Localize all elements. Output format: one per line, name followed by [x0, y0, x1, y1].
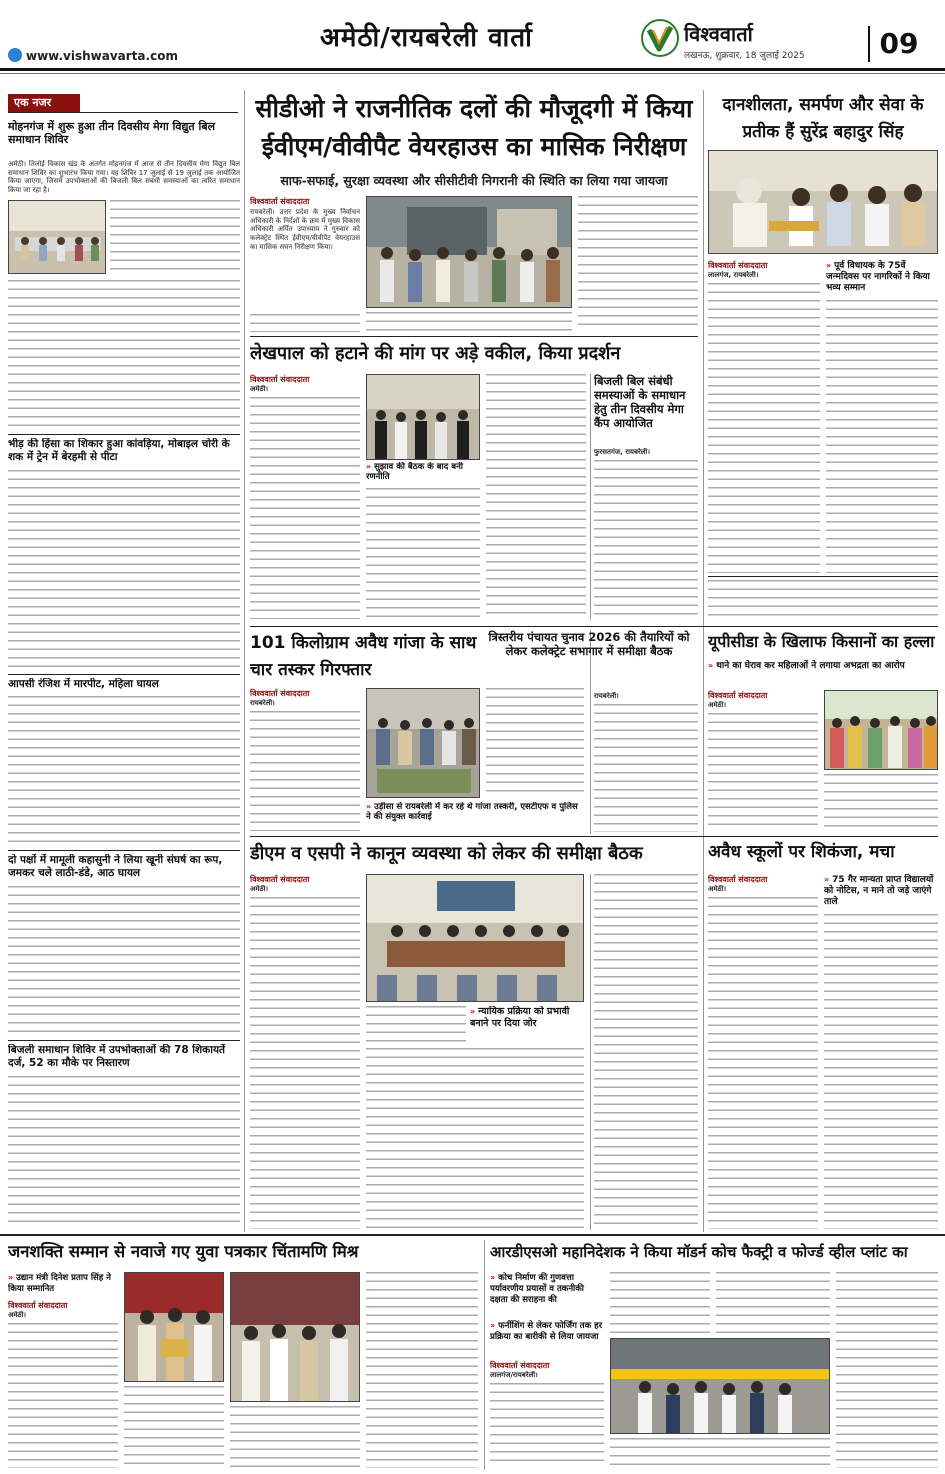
kicker-arrow-icon: » [490, 1321, 496, 1330]
upsida-headline: यूपीसीडा के खिलाफ किसानों का हल्ला [708, 632, 935, 651]
website-url[interactable]: www.vishwavarta.com [26, 49, 178, 63]
lead-text-col2 [366, 312, 572, 332]
lead-byline: विश्ववार्ता संवाददाता [250, 197, 310, 206]
right-top-dateline: लालगंज, रायबरेली। [708, 271, 759, 279]
column-divider [484, 1240, 485, 1470]
column-divider [590, 874, 591, 1230]
lead-headline: सीडीओ ने राजनीतिक दलों की मौजूदगी में किया ईवीएम/वीवीपैट वेयरहाउस का मासिक निरीक्षण [255, 94, 693, 161]
lawyers-photo-caption [366, 462, 480, 484]
ganja-seizure-photo [366, 688, 480, 798]
right-top-kicker-text: पूर्व विधायक के 75वें जन्मदिवस पर नागरिकों ने किया भव्य सम्मान [826, 261, 930, 293]
story-divider [8, 674, 240, 675]
upsida-text-col1 [708, 713, 818, 831]
schools-text-col1 [708, 897, 818, 1229]
kicker-arrow-icon: » [826, 261, 832, 270]
paper-name: विश्ववार्ता [684, 22, 753, 46]
journalist-stage-photo [230, 1272, 360, 1402]
rdso-kicker-text: कोच निर्माण की गुणवत्ता पर्यावरणीय प्रयासों व तकनीकी दक्षता की सराहना की [490, 1273, 584, 1305]
rdso-text-col2 [610, 1272, 710, 1334]
right-top-text-col1 [708, 283, 820, 573]
ek-nazar-story2-text [8, 470, 240, 670]
vishwavarta-logo-icon [640, 18, 680, 58]
billing-camp-photo [8, 200, 106, 274]
rdso-kicker [490, 1272, 604, 1316]
coach-factory-photo [610, 1338, 830, 1434]
lawyers-protest-image [367, 375, 480, 460]
story-divider [8, 434, 240, 435]
dmsp-pull-quote [470, 1006, 584, 1040]
ganja-seizure-image [367, 689, 480, 798]
quote-arrow-icon: » [470, 1007, 476, 1016]
ganja-byline: विश्ववार्ता संवाददाता [250, 689, 310, 698]
lead-dateline-text: रायबरेली। उत्तर प्रदेश के मुख्य निर्वाचन अधिकारी के निर्देशों के क्रम में मुख्य विकास अधिकारी अर्पित उपाध्याय ने गुरुवार को कलेक्ट्रेट स्थित ईवीएम/वीवीपैट वेयरहाउस का मासिक सघन निरीक्षण किया। [250, 208, 360, 251]
ganja-headline: 101 किलोग्राम अवैध गांजा के साथ चार तस्कर गिरफ्तार [250, 633, 477, 680]
bijli-text [594, 460, 698, 619]
ek-nazar-story4-text [8, 886, 240, 1036]
birthday-felicitation-image [709, 151, 938, 254]
ganja-text-col3 [486, 688, 584, 798]
rdso-text-col1 [490, 1383, 604, 1468]
rdso-text-col4 [716, 1272, 830, 1334]
schools-kicker [824, 874, 938, 910]
upsida-kicker [708, 660, 938, 686]
lead-text-col3 [578, 196, 698, 332]
caption-arrow-icon: » [366, 462, 372, 471]
ek-nazar-story1-text-right [110, 200, 240, 276]
masthead [0, 0, 945, 70]
upsida-byline: विश्ववार्ता संवाददाता [708, 691, 768, 700]
dmsp-text-col2a [366, 1006, 466, 1044]
rdso-text-col5 [836, 1272, 938, 1468]
masthead-rule [0, 68, 945, 71]
ek-nazar-story1-headline: मोहनगंज में शुरू हुआ तीन दिवसीय मेगा विद्युत बिल समाधान शिविर [8, 120, 216, 146]
column-divider [590, 374, 591, 620]
lawyers-text-col2 [366, 488, 480, 619]
paper-logo [640, 18, 870, 61]
rdso-byline: विश्ववार्ता संवाददाता [490, 1361, 550, 1370]
kicker-arrow-icon: » [824, 875, 830, 884]
rdso-text-col3 [610, 1438, 830, 1468]
lawyers-photo-caption-text: सुझाव की बैठक के बाद बनी रणनीति [366, 462, 463, 482]
bijli-dateline: फुरसतगंज, रायबरेली। [594, 448, 651, 456]
farmers-protest-photo [824, 690, 938, 770]
journalist-kicker [8, 1272, 118, 1296]
lawyers-byline: विश्ववार्ता संवाददाता [250, 375, 310, 384]
lead-text-col1 [250, 314, 360, 332]
column-divider [244, 90, 245, 1232]
schools-kicker-text: 75 गैर मान्यता प्राप्त विद्यालयों को नोटिस, न माने तो जड़े जाएंगे ताले [824, 875, 934, 907]
journalist-dateline: अमेठी। [8, 1311, 27, 1319]
journalist-award-image [125, 1273, 224, 1382]
rdso-kicker2 [490, 1320, 604, 1356]
section-title: अमेठी/रायबरेली वार्ता [320, 23, 533, 53]
lead-subhead: साफ-सफाई, सुरक्षा व्यवस्था और सीसीटीवी निगरानी की स्थिति का लिया गया जायजा [280, 173, 668, 188]
ek-nazar-story3-text [8, 696, 240, 846]
right-top-kicker [826, 260, 938, 296]
billing-camp-photo-image [9, 201, 106, 274]
ek-nazar-label: एक नजर [14, 96, 52, 109]
lawyers-headline: लेखपाल को हटाने की मांग पर अड़े वकील, किया प्रदर्शन [250, 343, 621, 364]
rdso-kicker2-text: फर्नीशिंग से लेकर फोर्जिंग तक हर प्रक्रिया का बारीकी से लिया जायजा [490, 1321, 603, 1342]
journalist-text-col3 [230, 1406, 360, 1468]
upsida-text-col2 [824, 774, 938, 832]
schools-dateline: अमेठी। [708, 885, 727, 893]
schools-headline: अवैध स्कूलों पर शिकंजा, मचा [708, 842, 895, 862]
ek-nazar-rule [8, 112, 238, 113]
panchayat-text [594, 704, 698, 832]
kicker-arrow-icon: » [8, 1273, 14, 1282]
ek-nazar-story5-text [8, 1076, 240, 1228]
section-divider [250, 626, 938, 627]
story-divider [8, 850, 240, 851]
dmsp-text-col2 [366, 1048, 584, 1229]
bijli-headline: बिजली बिल संबंधी समस्याओं के समाधान हेतु तीन दिवसीय मेगा कैंप आयोजित [594, 374, 686, 430]
journalist-stage-image [231, 1273, 360, 1402]
caption-arrow-icon: » [366, 802, 372, 811]
right-top-text-col2 [826, 300, 938, 573]
paper-dateline: लखनऊ, शुक्रवार, 18 जुलाई 2025 [684, 51, 805, 61]
dmsp-headline: डीएम व एसपी ने कानून व्यवस्था को लेकर की समीक्षा बैठक [250, 843, 643, 864]
farmers-protest-image [825, 691, 938, 770]
panchayat-headline: त्रिस्तरीय पंचायत चुनाव 2026 की तैयारियों को लेकर कलेक्ट्रेट सभागार में समीक्षा बैठक [488, 630, 690, 658]
website-row [8, 48, 178, 63]
masthead-rule-thin [0, 73, 945, 74]
review-meeting-image [367, 875, 584, 1002]
ek-nazar-story1-text [8, 280, 240, 430]
upsida-dateline: अमेठी। [708, 701, 727, 709]
schools-byline: विश्ववार्ता संवाददाता [708, 875, 768, 884]
lawyers-text-col1 [250, 397, 360, 619]
upsida-kicker-text: थाने का घेराव कर महिलाओं ने लगाया अभद्रता का आरोप [716, 661, 905, 671]
schools-text-col2 [824, 914, 938, 1229]
lawyers-dateline: अमेठी। [250, 385, 269, 393]
panchayat-dateline: रायबरेली। [594, 692, 619, 700]
journalist-award-photo [124, 1272, 224, 1382]
ek-nazar-story4-headline: दो पक्षों में मामूली कहासुनी ने लिया खूनी संघर्ष का रूप, जमकर चले लाठी-डंडे, आठ घायल [8, 854, 223, 879]
column-divider [703, 90, 704, 1232]
dmsp-text-col1 [250, 897, 360, 1229]
page-number: 09 [868, 26, 928, 62]
rdso-headline: आरडीएसओ महानिदेशक ने किया मॉडर्न कोच फैक्ट्री व फोर्ज्ड व्हील प्लांट का [490, 1243, 908, 1261]
story-divider [8, 1040, 240, 1041]
dmsp-dateline: अमेठी। [250, 885, 269, 893]
story-divider [250, 336, 698, 337]
birthday-felicitation-photo [708, 150, 938, 254]
story-divider [708, 576, 938, 577]
journalist-text-col1 [8, 1323, 118, 1468]
section-divider [250, 836, 938, 837]
journalist-headline: जनशक्ति सम्मान से नवाजे गए युवा पत्रकार चिंतामणि मिश्र [8, 1242, 359, 1261]
ganja-dateline: रायबरेली। [250, 699, 275, 707]
warehouse-inspection-photo [366, 196, 572, 308]
ek-nazar-story3-headline: आपसी रंजिश में मारपीट, महिला घायल [8, 678, 159, 690]
right-top-text-continued [708, 580, 938, 622]
warehouse-inspection-image [367, 197, 572, 308]
kicker-arrow-icon: » [708, 661, 714, 670]
dmsp-text-col3 [594, 874, 698, 1229]
ganja-text-col1 [250, 711, 360, 831]
ek-nazar-story5-headline: बिजली समाधान शिविर में उपभोक्ताओं की 78 शिकायतें दर्ज, 52 का मौके पर निस्तारण [8, 1044, 226, 1069]
dmsp-pull-quote-text: न्यायिक प्रक्रिया को प्रभावी बनाने पर दिया जोर [470, 1006, 570, 1029]
coach-factory-image [611, 1339, 830, 1434]
rdso-dateline: लालगंज/रायबरेली। [490, 1371, 538, 1379]
journalist-text-col2 [124, 1386, 224, 1468]
ek-nazar-story1-lead: अमेठी। तिलोई विकास खंड के अंतर्गत मोहनगंज में आज से तीन दिवसीय मेगा विद्युत बिल समाधान शिविर का शुभारंभ किया गया। यह शिविर 17 जुलाई से 19 जुलाई तक आयोजित किया जाएगा, जिसमें उपभोक्ताओं की बिजली बिल संबंधी समस्याओं का त्वरित समाधान किया जा रहा है। [8, 160, 240, 195]
review-meeting-photo [366, 874, 584, 1002]
kicker-arrow-icon: » [490, 1273, 496, 1282]
dmsp-byline: विश्ववार्ता संवाददाता [250, 875, 310, 884]
lawyers-protest-photo [366, 374, 480, 460]
ganja-photo-caption [366, 802, 584, 832]
right-top-byline: विश्ववार्ता संवाददाता [708, 261, 768, 270]
web-globe-icon [8, 48, 22, 62]
ek-nazar-story2-headline: भीड़ की हिंसा का शिकार हुआ कांवड़िया, मोबाइल चोरी के शक में ट्रेन में बेरहमी से पीटा [8, 438, 230, 463]
journalist-text-col4 [366, 1272, 478, 1468]
ek-nazar-label-box [8, 94, 80, 112]
right-top-headline: दानशीलता, समर्पण और सेवा के प्रतीक हैं सुरेंद्र बहादुर सिंह [722, 95, 924, 142]
lawyers-text-col3 [486, 374, 586, 619]
ganja-photo-caption-text: उड़ीसा से रायबरेली में कर रहे थे गांजा तस्करी, एसटीएफ व पुलिस ने की संयुक्त कार्रवाई [366, 802, 578, 822]
journalist-byline: विश्ववार्ता संवाददाता [8, 1301, 68, 1310]
bottom-band-rule [0, 1234, 945, 1236]
journalist-kicker-text: उद्यान मंत्री दिनेश प्रताप सिंह ने किया सम्मानित [8, 1273, 111, 1294]
